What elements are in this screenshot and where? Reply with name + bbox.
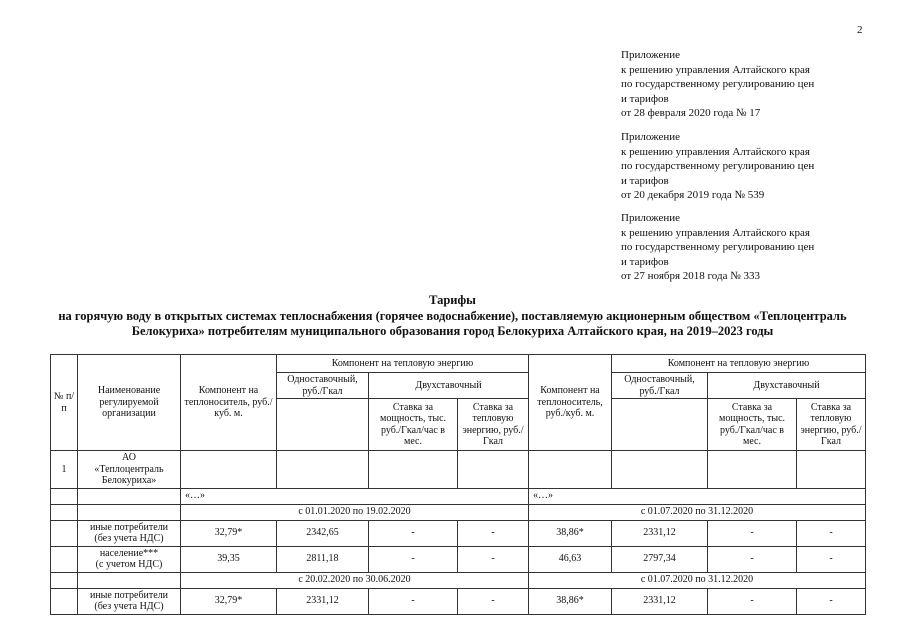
appendix-line: от 20 декабря 2019 года № 539 [621, 189, 765, 201]
period-cell: с 01.07.2020 по 31.12.2020 [529, 504, 866, 520]
title-line: Белокуриха» потребителям муниципального образования город Белокуриха Алтайского края, на 2019–2023 годы [131, 324, 774, 338]
org-name [78, 451, 181, 489]
value-cell: - [369, 546, 458, 572]
header-carrier: Компонент на теплоноситель, руб./куб. м. [529, 355, 612, 451]
title-line: Тарифы [429, 293, 476, 307]
table-row [51, 451, 866, 489]
header-single: Одноставочный, руб./Гкал [277, 373, 369, 399]
appendix-line: от 28 февраля 2020 года № 17 [621, 107, 761, 119]
value-cell: 32,79* [181, 520, 277, 546]
period-row [51, 572, 866, 588]
table-row [51, 588, 866, 614]
appendix-line: по государственному регулированию цен [621, 241, 815, 253]
value-cell: - [708, 520, 797, 546]
title-line: на горячую воду в открытых системах теплоснабжения (горячее водоснабжение), поставляемую акционерным обществом «Теплоцентраль [58, 308, 847, 323]
consumer-line: (без учета НДС) [94, 533, 164, 544]
value-cell: - [369, 588, 458, 614]
value-cell: - [797, 588, 866, 614]
value-cell: - [458, 520, 529, 546]
header-single: Одноставочный, руб./Гкал [612, 373, 708, 399]
document-title [20, 293, 885, 340]
appendix-note-2 [621, 130, 814, 203]
period-row [51, 504, 866, 520]
appendix-note-1 [621, 48, 814, 121]
appendix-line: по государственному регулированию цен [621, 78, 815, 90]
ellipsis-cell: «…» [529, 488, 866, 504]
appendix-line: от 27 ноября 2018 года № 333 [621, 270, 760, 282]
row-num: 1 [51, 451, 78, 489]
consumer-line: (без учета НДС) [94, 601, 164, 612]
value-cell: 38,86* [529, 588, 612, 614]
header-single-empty [612, 399, 708, 451]
org-name-line: «Теплоцентраль [94, 463, 164, 475]
header-double: Двухставочный [708, 373, 866, 399]
appendix-line: и тарифов [621, 255, 669, 268]
value-cell: - [458, 588, 529, 614]
appendix-line: по государственному регулированию цен [621, 160, 815, 172]
period-cell: с 20.02.2020 по 30.06.2020 [181, 572, 529, 588]
header-capacity: Ставка за мощность, тыс. руб./Гкал/час в мес. [708, 399, 797, 451]
appendix-line: и тарифов [621, 92, 669, 105]
consumer-cell [78, 520, 181, 546]
header-thermal: Компонент на тепловую энергию [612, 355, 866, 373]
table-row [51, 488, 866, 504]
header-capacity: Ставка за мощность, тыс. руб./Гкал/час в мес. [369, 399, 458, 451]
appendix-line: Приложение [621, 49, 681, 61]
consumer-line: (с учетом НДС) [95, 559, 163, 570]
value-cell: 2811,18 [277, 546, 369, 572]
consumer-line: иные потребители [89, 589, 169, 601]
table-row [51, 546, 866, 572]
header-double: Двухставочный [369, 373, 529, 399]
org-name-line: АО [122, 452, 136, 463]
value-cell: 2342,65 [277, 520, 369, 546]
value-cell: - [797, 546, 866, 572]
consumer-cell [78, 588, 181, 614]
value-cell: - [797, 520, 866, 546]
appendix-line: к решению управления Алтайского края [621, 63, 810, 76]
appendix-line: и тарифов [621, 174, 669, 187]
header-single-empty [277, 399, 369, 451]
header-thermal: Компонент на тепловую энергию [277, 355, 529, 373]
appendix-line: Приложение [621, 212, 681, 224]
value-cell: - [708, 588, 797, 614]
period-cell: с 01.07.2020 по 31.12.2020 [529, 572, 866, 588]
value-cell: 2331,12 [612, 588, 708, 614]
appendix-line: к решению управления Алтайского края [621, 226, 810, 239]
tariff-table [50, 354, 866, 615]
header-org: Наименование регулируемой организации [78, 355, 181, 451]
value-cell: 38,86* [529, 520, 612, 546]
table-row [51, 520, 866, 546]
consumer-cell [78, 546, 181, 572]
header-carrier: Компонент на теплоноситель, руб./куб. м. [181, 355, 277, 451]
header-num: № п/п [51, 355, 78, 451]
period-cell: с 01.01.2020 по 19.02.2020 [181, 504, 529, 520]
page-number: 2 [857, 24, 863, 36]
appendix-line: Приложение [621, 131, 681, 143]
consumer-line: население*** [99, 547, 159, 559]
value-cell: - [369, 520, 458, 546]
value-cell: 2797,34 [612, 546, 708, 572]
value-cell: - [708, 546, 797, 572]
value-cell: 39,35 [181, 546, 277, 572]
value-cell: 2331,12 [277, 588, 369, 614]
appendix-note-3 [621, 211, 814, 284]
org-name-line: Белокуриха» [101, 475, 157, 486]
value-cell: 2331,12 [612, 520, 708, 546]
value-cell: 32,79* [181, 588, 277, 614]
ellipsis-cell: «…» [181, 488, 529, 504]
appendix-line: к решению управления Алтайского края [621, 145, 810, 158]
value-cell: - [458, 546, 529, 572]
header-energy: Ставка за тепловую энергию, руб./Гкал [797, 399, 866, 451]
header-energy: Ставка за тепловую энергию, руб./Гкал [458, 399, 529, 451]
consumer-line: иные потребители [89, 521, 169, 533]
value-cell: 46,63 [529, 546, 612, 572]
